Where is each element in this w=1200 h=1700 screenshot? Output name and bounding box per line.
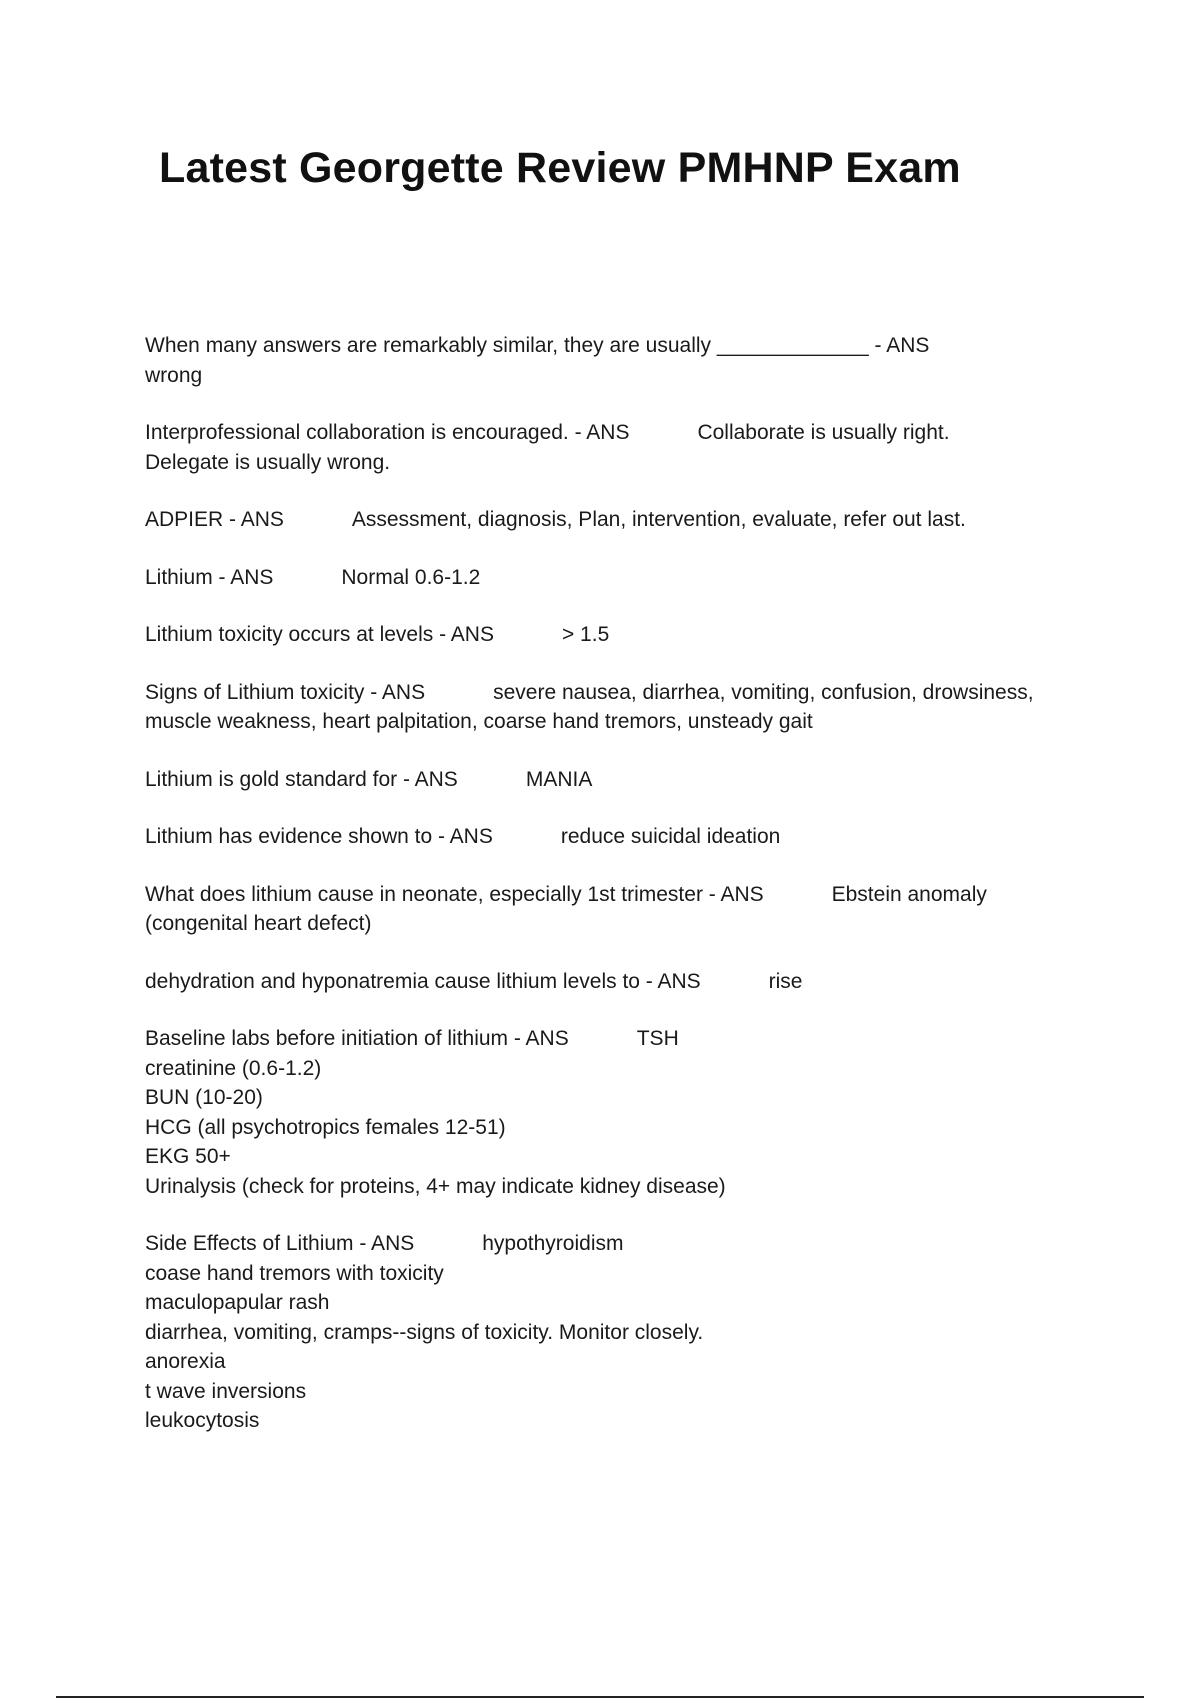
flashcard-entry <box>145 822 1105 852</box>
entry-answer: rise <box>768 969 803 993</box>
entry-answer-line: diarrhea, vomiting, cramps--signs of toxicity. Monitor closely. <box>145 1320 704 1344</box>
entry-answer-line: coase hand tremors with toxicity <box>145 1261 444 1285</box>
flashcard-entry <box>145 1024 1105 1201</box>
flashcard-entry <box>145 331 1105 390</box>
entry-answer-line: Urinalysis (check for proteins, 4+ may indicate kidney disease) <box>145 1174 726 1198</box>
entry-first-line <box>145 563 1105 593</box>
entry-answer-line: t wave inversions <box>145 1379 307 1403</box>
entry-answer-line: HCG (all psychotropics females 12-51) <box>145 1115 506 1139</box>
entry-question: Lithium toxicity occurs at levels - ANS <box>145 623 494 646</box>
entry-first-line <box>145 331 1105 361</box>
flashcard-entry <box>145 1229 1105 1436</box>
entry-answer-line: wrong <box>145 363 203 387</box>
entry-answer: MANIA <box>525 767 593 791</box>
entry-answer-line: anorexia <box>145 1350 226 1373</box>
flashcard-entry <box>145 880 1105 939</box>
entry-question: Baseline labs before initiation of lithium - ANS <box>145 1027 569 1050</box>
entry-first-line <box>145 620 1105 650</box>
entry-first-line <box>145 1024 1105 1054</box>
entry-answer: Collaborate is usually right. <box>697 421 950 444</box>
entry-question: Lithium is gold standard for - ANS <box>145 767 458 791</box>
entry-question: Lithium - ANS <box>145 565 274 589</box>
entry-answer: hypothyroidism <box>482 1232 624 1255</box>
entry-answer: severe nausea, diarrhea, vomiting, confusion, drowsiness, <box>493 680 1034 704</box>
flashcard-entry <box>145 765 1105 795</box>
entry-answer-line: BUN (10-20) <box>145 1086 263 1109</box>
entry-answer-line: (congenital heart defect) <box>145 912 372 935</box>
entry-question: What does lithium cause in neonate, especially 1st trimester - ANS <box>145 882 764 906</box>
entry-answer: > 1.5 <box>561 623 610 646</box>
entry-question: Signs of Lithium toxicity - ANS <box>145 680 426 704</box>
entry-answer-line: creatinine (0.6-1.2) <box>145 1056 322 1080</box>
entry-answer-line: maculopapular rash <box>145 1291 330 1314</box>
entry-question: When many answers are remarkably similar, they are usually _____________ - ANS <box>145 334 930 357</box>
flashcard-list <box>145 331 1105 1464</box>
entry-question: dehydration and hyponatremia cause lithium levels to - ANS <box>145 969 701 993</box>
flashcard-entry <box>145 967 1105 997</box>
entry-question: Interprofessional collaboration is encouraged. - ANS <box>145 421 630 444</box>
entry-answer-line: Delegate is usually wrong. <box>145 450 391 474</box>
entry-answer: Ebstein anomaly <box>831 882 987 906</box>
entry-answer-line: muscle weakness, heart palpitation, coarse hand tremors, unsteady gait <box>145 710 813 733</box>
entry-answer-line: EKG 50+ <box>145 1145 231 1168</box>
entry-answer-line: leukocytosis <box>145 1409 260 1432</box>
footer-divider <box>56 1696 1144 1698</box>
entry-first-line <box>145 822 1105 852</box>
entry-first-line <box>145 967 1105 997</box>
flashcard-entry <box>145 678 1105 737</box>
entry-first-line <box>145 505 1105 535</box>
flashcard-entry <box>145 620 1105 650</box>
entry-question: Side Effects of Lithium - ANS <box>145 1232 415 1255</box>
entry-first-line <box>145 678 1105 708</box>
flashcard-entry <box>145 505 1105 535</box>
entry-first-line <box>145 880 1105 910</box>
entry-answer: Normal 0.6-1.2 <box>341 565 481 589</box>
entry-question: ADPIER - ANS <box>145 508 284 531</box>
flashcard-entry <box>145 418 1105 477</box>
entry-answer: reduce suicidal ideation <box>560 825 781 848</box>
entry-first-line <box>145 418 1105 448</box>
entry-first-line <box>145 765 1105 795</box>
document-title: Latest Georgette Review PMHNP Exam <box>159 144 961 192</box>
flashcard-entry <box>145 563 1105 593</box>
entry-answer: Assessment, diagnosis, Plan, intervention, evaluate, refer out last. <box>351 508 966 531</box>
entry-answer: TSH <box>636 1027 679 1050</box>
entry-question: Lithium has evidence shown to - ANS <box>145 825 493 848</box>
entry-first-line <box>145 1229 1105 1259</box>
